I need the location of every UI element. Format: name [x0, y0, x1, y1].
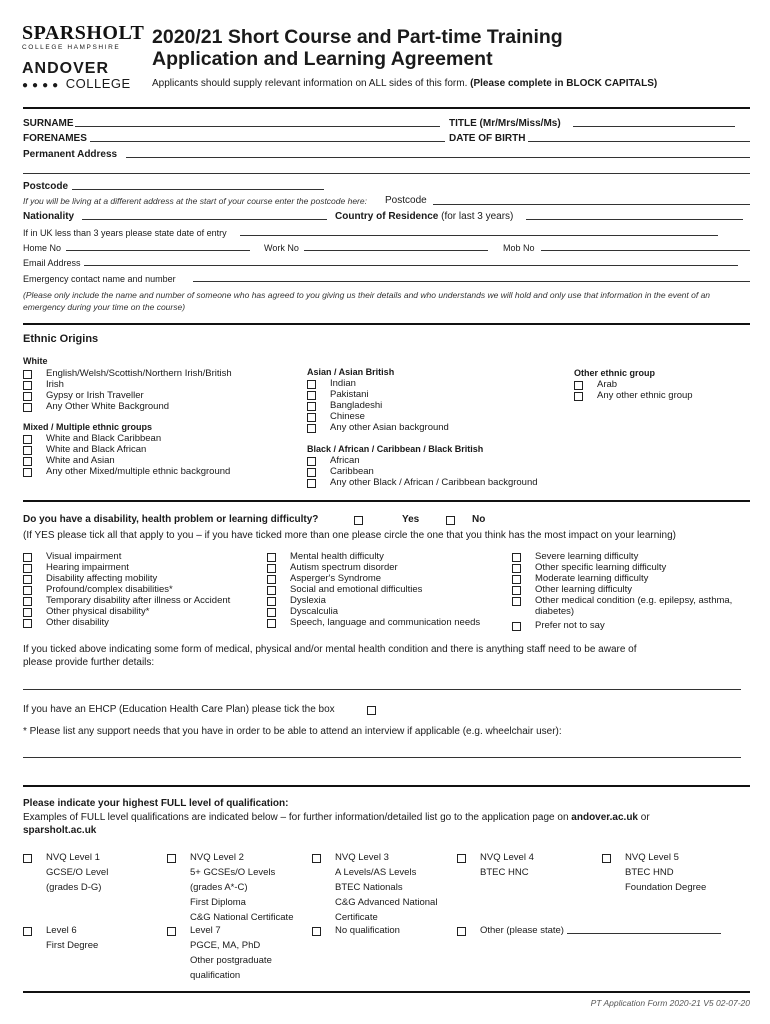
option-label — [535, 595, 732, 617]
nationality-field[interactable] — [82, 219, 327, 220]
intro-plain: Applicants should supply relevant information on ALL sides of this form. — [152, 78, 468, 89]
further-details-field[interactable] — [23, 689, 741, 690]
qualification-text: No qualification — [335, 925, 400, 936]
qualification-option[interactable] — [457, 923, 564, 938]
other-qualification-field[interactable] — [567, 933, 721, 934]
option-label: African — [330, 455, 360, 466]
checkbox[interactable] — [23, 457, 32, 466]
andover-logo-text: ANDOVER — [22, 60, 110, 77]
qualification-text: C&G National Certificate — [190, 912, 294, 923]
ehcp-checkbox[interactable] — [367, 706, 376, 715]
checkbox[interactable] — [23, 553, 32, 562]
checkbox[interactable] — [512, 575, 521, 584]
qualification-text: BTEC Nationals — [335, 882, 403, 893]
option-label: Profound/complex disabilities* — [46, 584, 173, 595]
residence-title: Country of Residence — [335, 211, 439, 222]
checkbox[interactable] — [574, 392, 583, 401]
option-label: Any Other White Background — [46, 401, 170, 412]
title-field[interactable] — [573, 126, 735, 127]
dob-label: DATE OF BIRTH — [449, 133, 526, 144]
emergency-label: Emergency contact name and number — [23, 274, 176, 284]
checkbox[interactable] — [267, 575, 276, 584]
option-label: Other learning difficulty — [535, 584, 632, 595]
checkbox[interactable] — [307, 391, 316, 400]
disability-no-label: No — [472, 514, 486, 525]
emergency-note: (Please only include the name and number of someone who has agreed to you giving us their details and who understands we will hold and only use that information in the event of an emergency during your time on the course) — [23, 290, 711, 312]
work-no-label: Work No — [264, 243, 299, 253]
divider — [23, 991, 750, 993]
option-label: Other specific learning difficulty — [535, 562, 667, 573]
option-label: English/Welsh/Scottish/Northern Irish/British — [46, 368, 232, 379]
forenames-field[interactable] — [90, 141, 445, 142]
checkbox[interactable] — [307, 402, 316, 411]
checkbox[interactable] — [23, 608, 32, 617]
option-label: White and Asian — [46, 455, 115, 466]
support-field[interactable] — [23, 757, 741, 758]
white-heading: White — [23, 356, 48, 366]
option-label: Pakistani — [330, 389, 369, 400]
alt-postcode-label: Postcode — [385, 195, 427, 206]
residence-label — [335, 211, 513, 222]
support-label: * Please list any support needs that you have in order to be able to attend an interview if applicable (e.g. wheelchair user): — [23, 726, 562, 737]
qualification-text: NVQ Level 3 — [335, 852, 389, 863]
qualification-option[interactable] — [312, 923, 400, 938]
qualification-text: Other (please state) — [480, 925, 564, 936]
checkbox[interactable] — [574, 381, 583, 390]
qualification-text: NVQ Level 1 — [46, 852, 100, 863]
qualification-text: BTEC HND — [625, 867, 674, 878]
or-text: or — [640, 812, 650, 823]
option-label: Other disability — [46, 617, 109, 628]
checkbox[interactable] — [512, 564, 521, 573]
option-label: Other physical disability* — [46, 606, 150, 617]
andover-logo — [22, 60, 134, 91]
checkbox[interactable] — [307, 479, 316, 488]
qualification-text: NVQ Level 4 — [480, 852, 534, 863]
checkbox[interactable] — [267, 608, 276, 617]
checkbox[interactable] — [23, 564, 32, 573]
checkbox[interactable] — [307, 413, 316, 422]
option-label: Moderate learning difficulty — [535, 573, 649, 584]
checkbox[interactable] — [307, 424, 316, 433]
ehcp-label: If you have an EHCP (Education Health Care Plan) please tick the box — [23, 704, 335, 715]
checkbox[interactable] — [457, 854, 466, 863]
title-label: TITLE (Mr/Mrs/Miss/Ms) — [449, 118, 561, 129]
postcode-label: Postcode — [23, 181, 69, 192]
option-label: Irish — [46, 379, 64, 390]
ethnic-heading: Ethnic Origins — [23, 333, 99, 345]
qualification-text: (grades D-G) — [46, 882, 102, 893]
residence-field[interactable] — [526, 219, 743, 220]
option-label: Dyscalculia — [290, 606, 339, 617]
checkbox[interactable] — [512, 586, 521, 595]
checkbox[interactable] — [23, 392, 32, 401]
option-label: White and Black African — [46, 444, 147, 455]
further-details-text — [23, 643, 750, 669]
postcode-field[interactable] — [72, 189, 324, 190]
checkbox[interactable] — [23, 381, 32, 390]
sparsholt-logo — [22, 22, 145, 51]
black-heading: Black / African / Caribbean / Black British — [307, 444, 484, 454]
option-label: Chinese — [330, 411, 365, 422]
disability-instruction: (If YES please tick all that apply to you – if you have ticked more than one please circle the one that you think has the most impact on your learning) — [23, 530, 676, 541]
checkbox[interactable] — [312, 927, 321, 936]
qualification-option[interactable] — [602, 850, 706, 895]
sparsholt-link[interactable]: sparsholt.ac.uk — [23, 825, 97, 836]
option-label: Disability affecting mobility — [46, 573, 158, 584]
qualification-text: Level 6 — [46, 925, 77, 936]
option-label: Temporary disability after illness or Accident — [46, 595, 231, 606]
qualification-text: 5+ GCSEs/O Levels — [190, 867, 276, 878]
checkbox[interactable] — [23, 403, 32, 412]
qualification-text: First Diploma — [190, 897, 246, 908]
option-label: Bangladeshi — [330, 400, 383, 411]
intro-bold: (Please complete in BLOCK CAPITALS) — [470, 78, 658, 89]
qualification-text: NVQ Level 5 — [625, 852, 679, 863]
option-label-line1: Other medical condition (e.g. epilepsy, asthma, — [535, 595, 733, 606]
checkbox[interactable] — [23, 446, 32, 455]
option-label: Any other Black / African / Caribbean background — [330, 477, 538, 488]
home-no-field[interactable] — [66, 250, 250, 251]
checkbox[interactable] — [167, 854, 176, 863]
uk-entry-label: If in UK less than 3 years please state date of entry — [23, 228, 227, 238]
qualification-heading: Please indicate your highest FULL level of qualification: — [23, 798, 289, 809]
checkbox[interactable] — [267, 553, 276, 562]
checkbox[interactable] — [457, 927, 466, 936]
divider — [23, 107, 750, 109]
checkbox[interactable] — [23, 468, 32, 477]
mixed-heading: Mixed / Multiple ethnic groups — [23, 422, 153, 432]
option-label: Any other Asian background — [330, 422, 449, 433]
option-label: Prefer not to say — [535, 620, 605, 631]
disability-no-checkbox[interactable] — [446, 516, 455, 525]
option-label: Asperger's Syndrome — [290, 573, 382, 584]
nationality-label: Nationality — [23, 211, 75, 222]
option-label: Autism spectrum disorder — [290, 562, 398, 573]
further-details-line2: please provide further details: — [23, 657, 155, 668]
option-label: Any other Mixed/multiple ethnic background — [46, 466, 231, 477]
option-label: White and Black Caribbean — [46, 433, 162, 444]
checkbox[interactable] — [267, 619, 276, 628]
logo-dots-icon: ●●●● — [22, 80, 63, 91]
residence-note: (for last 3 years) — [441, 211, 514, 222]
address-label: Permanent Address — [23, 149, 118, 160]
email-field[interactable] — [84, 265, 738, 266]
disability-yes-label: Yes — [402, 514, 420, 525]
option-label: Caribbean — [330, 466, 374, 477]
checkbox[interactable] — [307, 457, 316, 466]
qualification-text: Level 7 — [190, 925, 221, 936]
option-label: Speech, language and communication needs — [290, 617, 481, 628]
qualification-option[interactable] — [167, 923, 272, 983]
further-details-line1: If you ticked above indicating some form of medical, physical and/or mental health condition and there is anything staff need to be aware of — [23, 644, 637, 655]
disability-question: Do you have a disability, health problem or learning difficulty? — [23, 514, 319, 525]
qualification-intro — [23, 811, 750, 837]
option-label: Social and emotional difficulties — [290, 584, 423, 595]
checkbox[interactable] — [267, 586, 276, 595]
andover-college-text: COLLEGE — [65, 76, 131, 91]
work-no-field[interactable] — [304, 250, 488, 251]
address-field-2[interactable] — [23, 173, 750, 174]
form-title-line2: Application and Learning Agreement — [152, 48, 493, 70]
checkbox[interactable] — [312, 854, 321, 863]
checkbox[interactable] — [267, 597, 276, 606]
qualification-text: First Degree — [46, 940, 99, 951]
qualification-option[interactable] — [23, 923, 98, 953]
divider — [23, 500, 750, 502]
qualification-text: Foundation Degree — [625, 882, 707, 893]
sparsholt-logo-text: SPARSHOLT — [22, 22, 145, 44]
mob-no-label: Mob No — [503, 243, 535, 253]
alt-postcode-note: If you will be living at a different address at the start of your course enter the postcode here: — [23, 196, 367, 206]
qualification-text: qualification — [190, 970, 241, 981]
qualification-option[interactable] — [167, 850, 293, 925]
checkbox[interactable] — [167, 927, 176, 936]
checkbox[interactable] — [602, 854, 611, 863]
checkbox[interactable] — [23, 597, 32, 606]
dob-field[interactable] — [528, 141, 750, 142]
alt-postcode-field[interactable] — [433, 204, 750, 205]
checkbox[interactable] — [307, 380, 316, 389]
divider — [23, 785, 750, 787]
andover-link[interactable]: andover.ac.uk — [571, 812, 638, 823]
checkbox[interactable] — [23, 854, 32, 863]
home-no-label: Home No — [23, 243, 62, 253]
option-label: Severe learning difficulty — [535, 551, 639, 562]
qualification-text: NVQ Level 2 — [190, 852, 244, 863]
checkbox[interactable] — [307, 468, 316, 477]
address-field-1[interactable] — [126, 157, 750, 158]
option-label: Gypsy or Irish Traveller — [46, 390, 144, 401]
qualification-option[interactable] — [312, 850, 437, 925]
option-label-line2: diabetes) — [535, 606, 575, 617]
disability-yes-checkbox[interactable] — [354, 516, 363, 525]
emergency-field[interactable] — [193, 281, 750, 282]
andover-logo-bottom — [22, 76, 134, 91]
qualification-text: (grades A*-C) — [190, 882, 248, 893]
qualification-option[interactable] — [23, 850, 108, 895]
form-title — [152, 26, 563, 70]
checkbox[interactable] — [23, 619, 32, 628]
checkbox[interactable] — [23, 586, 32, 595]
option-label: Dyslexia — [290, 595, 326, 606]
qualification-text: C&G Advanced National — [335, 897, 438, 908]
qualification-text: BTEC HNC — [480, 867, 529, 878]
option-label: Arab — [597, 379, 618, 390]
uk-entry-field[interactable] — [240, 235, 718, 236]
option-label: Hearing impairment — [46, 562, 129, 573]
checkbox[interactable] — [23, 927, 32, 936]
qualification-text: Certificate — [335, 912, 378, 923]
intro-text — [152, 78, 657, 89]
mob-no-field[interactable] — [541, 250, 750, 251]
footer-text: PT Application Form 2020-21 V5 02-07-20 — [590, 998, 750, 1008]
sparsholt-logo-sub: COLLEGE HAMPSHIRE — [22, 44, 121, 51]
option-label: Any other ethnic group — [597, 390, 693, 401]
checkbox[interactable] — [512, 553, 521, 562]
forenames-label: FORENAMES — [23, 133, 87, 144]
option-label: Visual impairment — [46, 551, 122, 562]
surname-label: SURNAME — [23, 118, 74, 129]
checkbox[interactable] — [512, 622, 521, 631]
form-title-line1: 2020/21 Short Course and Part-time Training — [152, 26, 563, 48]
checkbox[interactable] — [512, 597, 521, 606]
qualification-text: A Levels/AS Levels — [335, 867, 417, 878]
option-label: Mental health difficulty — [290, 551, 384, 562]
checkbox[interactable] — [267, 564, 276, 573]
option-label: Indian — [330, 378, 356, 389]
checkbox[interactable] — [23, 575, 32, 584]
email-label: Email Address — [23, 258, 81, 268]
qualification-text: PGCE, MA, PhD — [190, 940, 261, 951]
surname-field[interactable] — [75, 126, 440, 127]
other-ethnic-heading: Other ethnic group — [574, 368, 655, 378]
qualification-text: Other postgraduate — [190, 955, 272, 966]
divider — [23, 323, 750, 325]
qualification-intro-text: Examples of FULL level qualifications are indicated below – for further information/detailed list go to the application page on — [23, 812, 569, 823]
checkbox[interactable] — [23, 370, 32, 379]
qualification-text: GCSE/O Level — [46, 867, 109, 878]
qualification-option[interactable] — [457, 850, 534, 880]
checkbox[interactable] — [23, 435, 32, 444]
asian-heading: Asian / Asian British — [307, 367, 395, 377]
